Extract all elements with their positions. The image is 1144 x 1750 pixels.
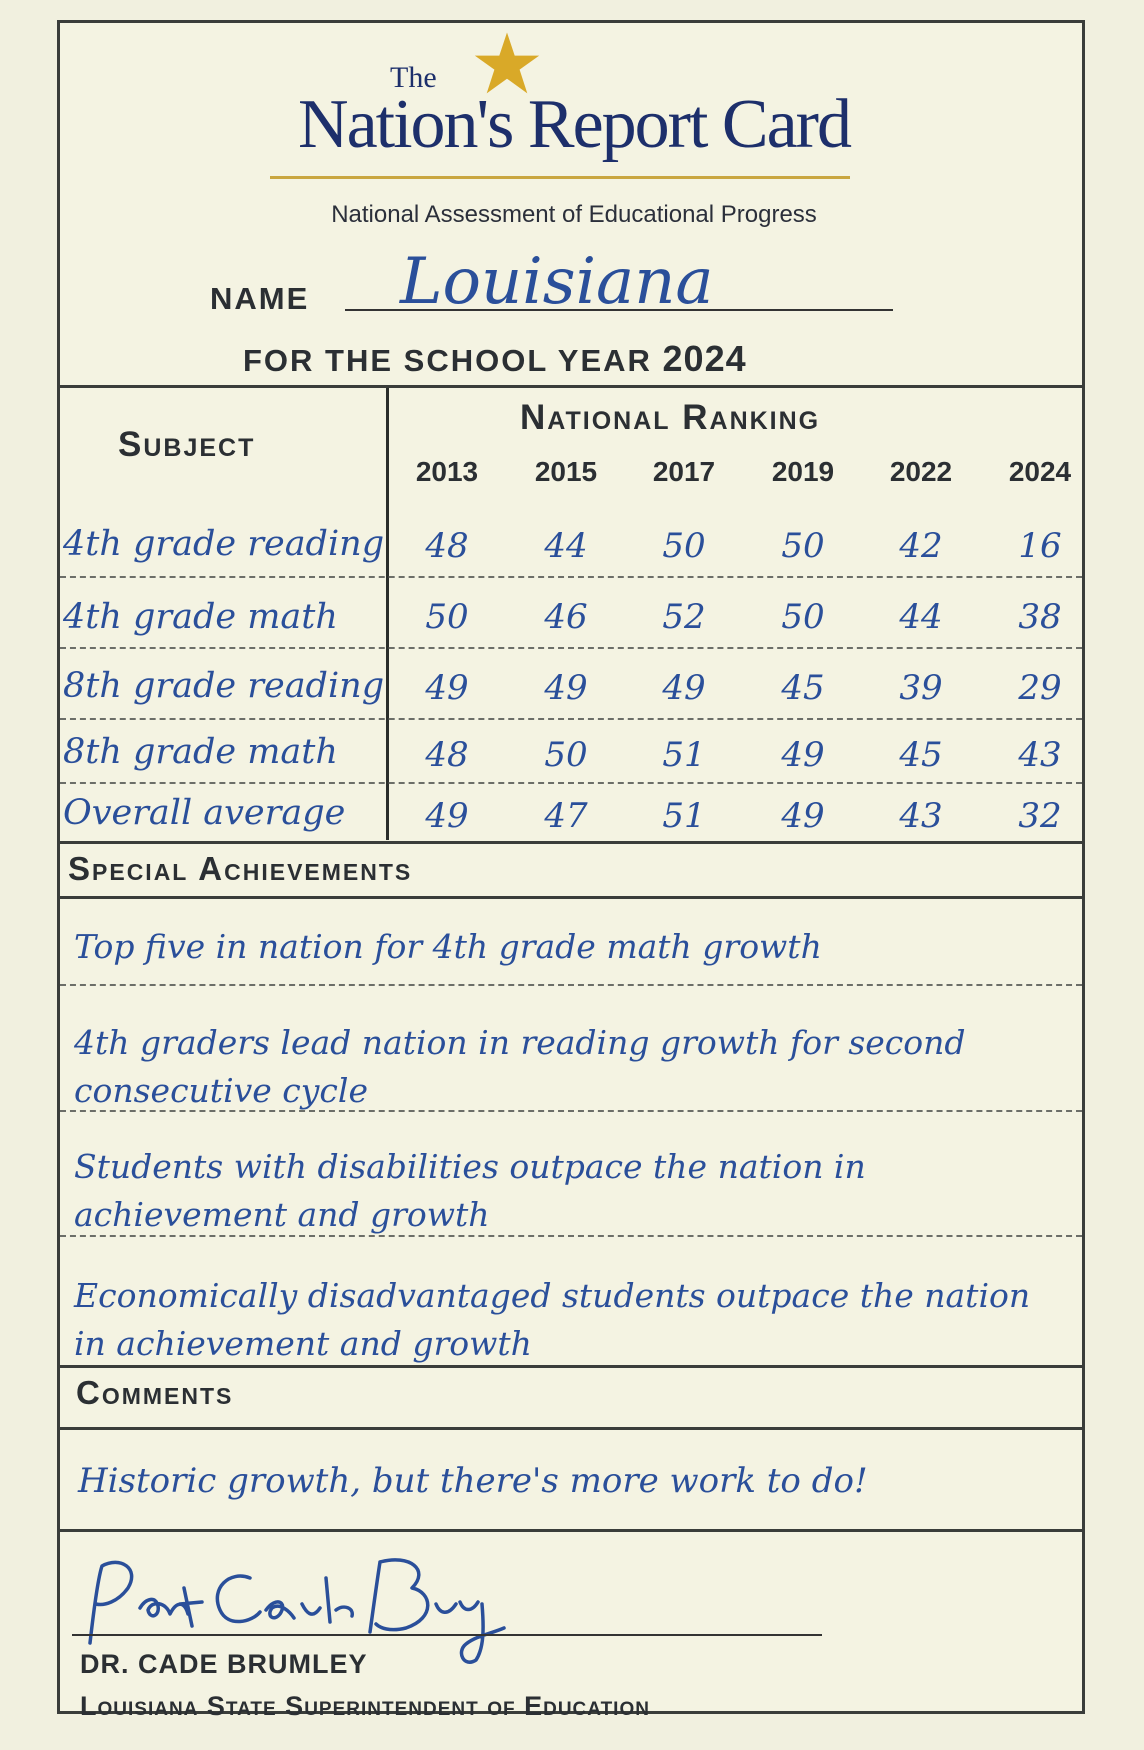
comments-header: Comments (76, 1374, 234, 1411)
logo-title: Nation's Report Card (298, 86, 850, 163)
table-cell: 45 (781, 668, 825, 708)
comments-top-rule (60, 1365, 1082, 1368)
achievement-item-3: Students with disabilities outpace the nation in achievement and growth (74, 1147, 866, 1234)
table-cell: 50 (781, 526, 825, 566)
signature-line (72, 1634, 822, 1636)
table-cell: 50 (662, 526, 706, 566)
subject-header: Subject (118, 425, 256, 464)
comment-text: Historic growth, but there's more work to do! (78, 1461, 868, 1501)
year-2022: 2022 (889, 456, 953, 487)
achievements-header-rule (60, 896, 1082, 899)
year-2015: 2015 (534, 456, 598, 487)
table-cell: 50 (544, 735, 588, 775)
table-cell: 49 (662, 668, 706, 708)
row-divider (60, 782, 1082, 784)
table-cell: 44 (544, 526, 588, 566)
school-year-text: FOR THE SCHOOL YEAR (243, 343, 652, 378)
table-cell: 47 (544, 796, 588, 836)
row-divider (60, 718, 1082, 720)
achievement-divider (60, 1110, 1082, 1112)
table-cell: 43 (899, 796, 943, 836)
subject-4th-grade-math: 4th grade math (63, 597, 338, 637)
table-cell: 50 (781, 597, 825, 637)
table-cell: 49 (781, 735, 825, 775)
special-achievements-header: Special Achievements (68, 850, 413, 887)
logo-divider (270, 176, 850, 179)
achievement-divider (60, 984, 1082, 986)
table-cell: 45 (899, 735, 943, 775)
table-cell: 52 (662, 597, 706, 637)
signer-name: DR. CADE BRUMLEY (80, 1649, 368, 1679)
school-year-value: 2024 (662, 338, 747, 379)
name-label: NAME (210, 281, 310, 316)
table-cell: 16 (1018, 526, 1062, 566)
table-cell: 49 (781, 796, 825, 836)
row-divider (60, 647, 1082, 649)
table-cell: 29 (1018, 668, 1062, 708)
achievement-item-4: Economically disadvantaged students outpace the nation in achievement and growth (74, 1276, 1031, 1363)
row-divider (60, 576, 1082, 578)
table-cell: 49 (425, 668, 469, 708)
subject-column-divider (386, 388, 389, 840)
school-year-label (243, 338, 747, 380)
table-cell: 44 (899, 597, 943, 637)
table-top-rule (60, 385, 1082, 388)
year-2024: 2024 (1008, 456, 1072, 487)
table-cell: 32 (1018, 796, 1062, 836)
subject-8th-grade-math: 8th grade math (63, 732, 338, 772)
year-2013: 2013 (415, 456, 479, 487)
table-cell: 42 (899, 526, 943, 566)
table-cell: 39 (899, 668, 943, 708)
table-cell: 50 (425, 597, 469, 637)
year-2019: 2019 (771, 456, 835, 487)
report-card (57, 20, 1085, 1721)
table-cell: 43 (1018, 735, 1062, 775)
achievement-divider (60, 1235, 1082, 1237)
signature-top-rule (60, 1529, 1082, 1532)
assessment-subtitle: National Assessment of Educational Progress (331, 201, 817, 228)
achievements-top-rule (60, 841, 1082, 844)
table-cell: 48 (425, 735, 469, 775)
subject-8th-grade-reading: 8th grade reading (63, 666, 385, 706)
year-2017: 2017 (652, 456, 716, 487)
table-cell: 49 (544, 668, 588, 708)
name-value: Louisiana (400, 245, 714, 319)
achievement-item-1: Top five in nation for 4th grade math growth (74, 927, 822, 966)
table-cell: 46 (544, 597, 588, 637)
national-ranking-header: National Ranking (520, 398, 821, 437)
signer-title: Louisiana State Superintendent of Education (80, 1691, 650, 1721)
logo-the: The (390, 61, 437, 94)
comments-header-rule (60, 1427, 1082, 1430)
table-cell: 38 (1018, 597, 1062, 637)
table-cell: 49 (425, 796, 469, 836)
subject-4th-grade-reading: 4th grade reading (63, 524, 385, 564)
table-cell: 51 (662, 735, 706, 775)
achievement-item-2: 4th graders lead nation in reading growth for second consecutive cycle (74, 1023, 966, 1110)
subject-overall-average: Overall average (63, 793, 346, 833)
table-cell: 48 (425, 526, 469, 566)
table-cell: 51 (662, 796, 706, 836)
